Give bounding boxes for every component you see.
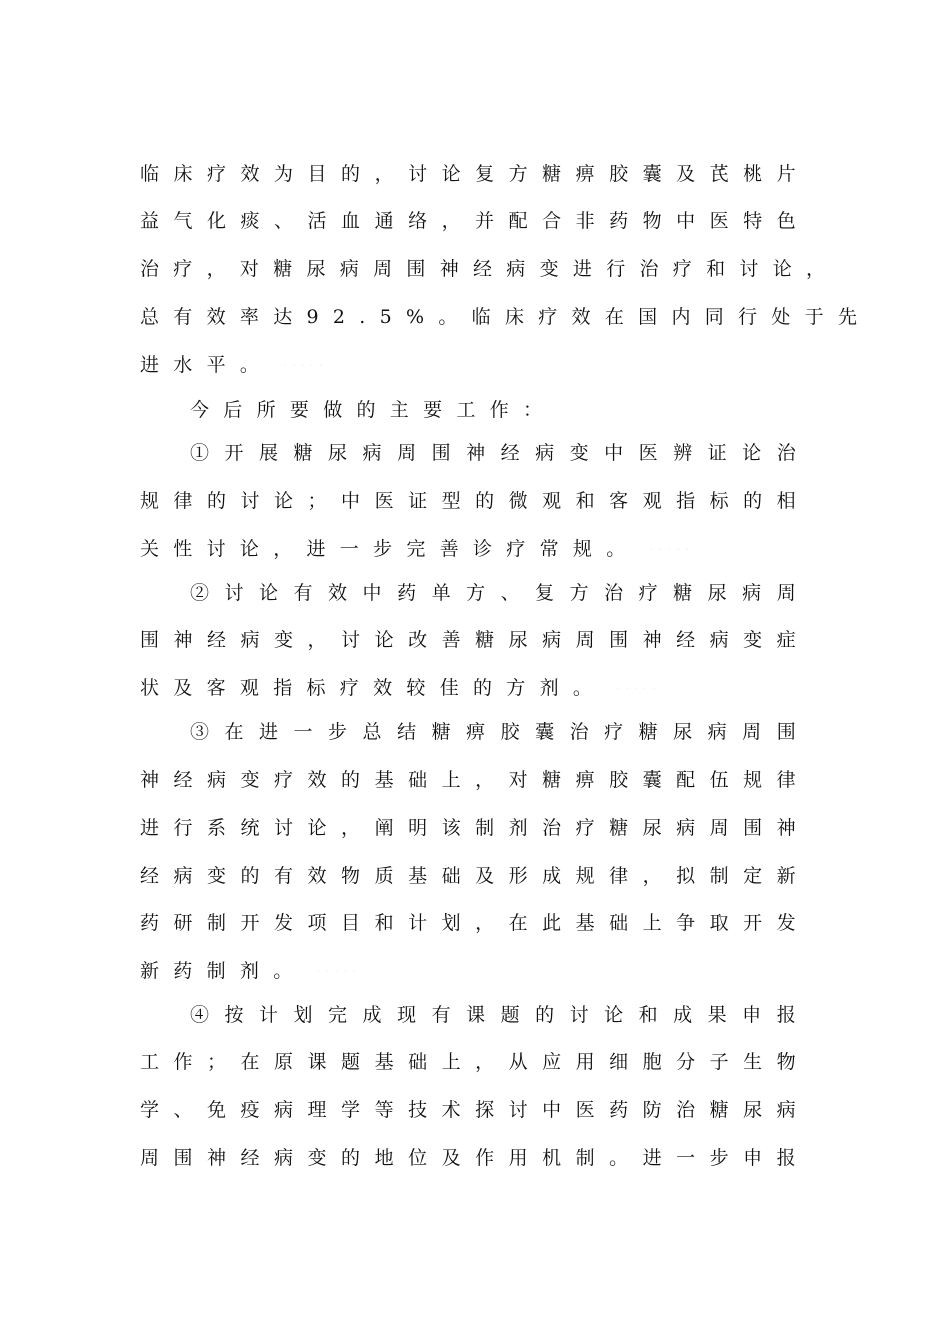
watermark-mark: · · · · · xyxy=(316,965,357,978)
text-line: 进行系统讨论，阐明该制剂治疗糖尿病周围神 xyxy=(140,817,810,839)
watermark-mark: · · · · · xyxy=(649,543,690,556)
text-line-content: 状及客观指标疗效较佳的方剂。 xyxy=(140,677,607,699)
text-line: 益气化痰、活血通络，并配合非药物中医特色 xyxy=(140,210,810,232)
section-heading: 今后所要做的主要工作： xyxy=(190,399,557,421)
list-item-heading: ③在进一步总结糖痹胶囊治疗糖尿病周围 xyxy=(190,721,810,743)
text-line: 临床疗效为目的，讨论复方糖痹胶囊及芪桃片 xyxy=(140,163,810,185)
text-line: 总有效率达92.5%。临床疗效在国内同行处于先 xyxy=(140,306,872,328)
watermark-mark: · · · · · xyxy=(616,682,657,695)
text-line: 工作；在原课题基础上，从应用细胞分子生物 xyxy=(140,1051,810,1073)
text-line xyxy=(140,676,810,701)
list-item-heading: ②讨论有效中药单方、复方治疗糖尿病周 xyxy=(190,582,810,604)
text-line: 神经病变疗效的基础上，对糖痹胶囊配伍规律 xyxy=(140,769,810,791)
text-line xyxy=(140,959,810,984)
text-line xyxy=(140,537,810,562)
text-line: 治疗，对糖尿病周围神经病变进行治疗和讨论， xyxy=(140,258,840,280)
text-line: 经病变的有效物质基础及形成规律，拟制定新 xyxy=(140,865,810,887)
text-line-content: 新药制剂。 xyxy=(140,960,307,982)
text-line-content: 进水平。 xyxy=(140,354,274,376)
list-item-heading: ①开展糖尿病周围神经病变中医辨证论治 xyxy=(190,442,810,464)
watermark-mark: · · · · · xyxy=(283,359,324,372)
text-line: 围神经病变，讨论改善糖尿病周围神经病变症 xyxy=(140,629,810,651)
text-line: 药研制开发项目和计划，在此基础上争取开发 xyxy=(140,912,810,934)
text-line-content: 关性讨论，进一步完善诊疗常规。 xyxy=(140,538,640,560)
text-line: 规律的讨论；中医证型的微观和客观指标的相 xyxy=(140,490,810,512)
text-line xyxy=(140,353,810,378)
list-item-heading: ④按计划完成现有课题的讨论和成果申报 xyxy=(190,1004,810,1026)
text-line: 周围神经病变的地位及作用机制。进一步申报 xyxy=(140,1147,810,1169)
text-line: 学、免疫病理学等技术探讨中医药防治糖尿病 xyxy=(140,1099,810,1121)
